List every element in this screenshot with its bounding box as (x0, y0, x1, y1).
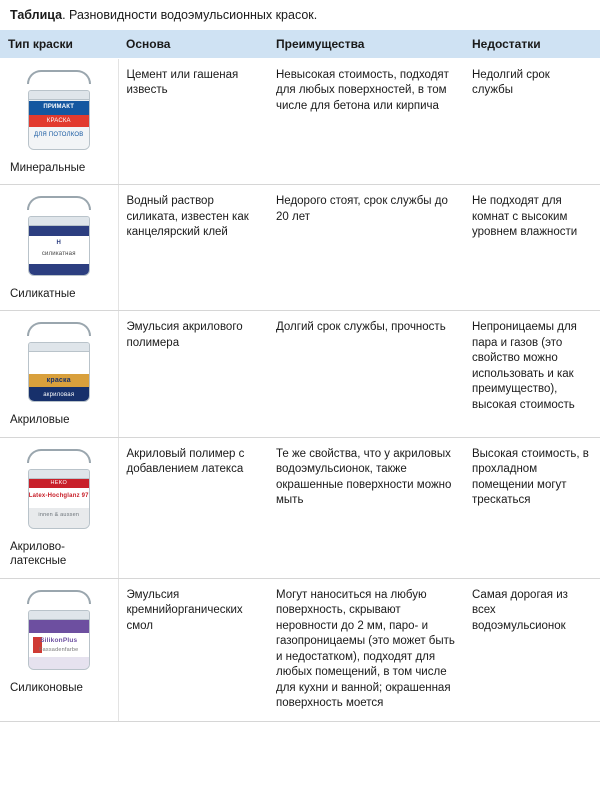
bucket-lid (28, 610, 90, 620)
bucket-lid (28, 342, 90, 352)
paint-bucket-icon (28, 469, 90, 529)
paint-type-label: Акрилово-латексные (10, 540, 67, 568)
table-row (0, 437, 600, 578)
bucket-label-line1: Н (56, 240, 62, 246)
bucket-handle-icon (27, 322, 91, 336)
paint-base-cell: Акриловый полимер с добавлением латекса (118, 437, 268, 578)
bucket-lid (28, 90, 90, 100)
paint-bucket-icon (28, 342, 90, 402)
bucket-handle-icon (27, 196, 91, 210)
bucket-label-line2: силикатная (41, 251, 76, 257)
paint-pros-cell: Невысокая стоимость, подходят для любых поверхностей, в том числе для бетона или кирпича (268, 58, 464, 184)
paint-type-cell (0, 437, 118, 578)
paint-base-cell: Эмульсия акрилового полимера (118, 311, 268, 437)
paint-type-label: Силиконовые (10, 681, 83, 694)
bucket-label-line1: ПРИМАКТ (43, 103, 75, 110)
bucket-handle-icon (27, 70, 91, 84)
table-row (0, 58, 600, 184)
column-header-base: Основа (118, 30, 268, 59)
paint-pros-cell: Могут наноситься на любую поверхность, скрывают неровности до 2 мм, паро- и газопроницаемы (это может быть и недостатком), подходят для любых помещений, в том числе для кухни и ванной; окрашенная поверхность моется (268, 578, 464, 721)
bucket-label-line2: Latex-Hochglanz 97 (28, 492, 89, 499)
table-row (0, 185, 600, 311)
table-row (0, 578, 600, 721)
bucket-handle-icon (27, 590, 91, 604)
table-caption (0, 0, 600, 30)
paint-pros-cell: Долгий срок службы, прочность (268, 311, 464, 437)
table-header-row (0, 30, 600, 59)
paint-bucket-icon (28, 90, 90, 150)
paint-pros-cell: Недорого стоят, срок службы до 20 лет (268, 185, 464, 311)
bucket-label-line2: КРАСКА (46, 117, 71, 124)
table-row (0, 311, 600, 437)
paint-base-cell: Водный раствор силиката, известен как канцелярский клей (118, 185, 268, 311)
column-header-cons: Недостатки (464, 30, 600, 59)
bucket-label-line2: Fassadenfarbe (39, 646, 79, 653)
bucket-label-line3: innen & aussen (38, 511, 80, 518)
bucket-label-line3: ДЛЯ ПОТОЛКОВ (34, 131, 84, 138)
paint-type-cell (0, 185, 118, 311)
paint-type-cell (0, 311, 118, 437)
bucket-label-line1: SilikonPlus (40, 636, 78, 644)
caption-text: . Разновидности водоэмульсионных красок. (62, 8, 318, 22)
mineral-paint-bucket-image (11, 70, 107, 156)
paint-type-cell (0, 58, 118, 184)
paint-cons-cell: Высокая стоимость, в прохладном помещении могут трескаться (464, 437, 600, 578)
paint-pros-cell: Те же свойства, что у акриловых водоэмульсионок, также окрашенные поверхности можно мыть (268, 437, 464, 578)
paint-type-cell (0, 578, 118, 721)
paint-cons-cell: Самая дорогая из всех водоэмульсионок (464, 578, 600, 721)
bucket-lid (28, 469, 90, 479)
paint-types-table (0, 30, 600, 722)
bucket-lid (28, 216, 90, 226)
paint-cons-cell: Недолгий срок службы (464, 58, 600, 184)
bucket-label-line1: HEKO (50, 479, 67, 486)
paint-type-label: Силикатные (10, 288, 76, 300)
paint-bucket-icon (28, 216, 90, 276)
paint-base-cell: Эмульсия кремнийорганических смол (118, 578, 268, 721)
silicone-paint-bucket-image (11, 590, 107, 676)
column-header-type: Тип краски (0, 30, 118, 59)
silicate-paint-bucket-image (11, 196, 107, 282)
bucket-label-line1: краска (46, 377, 71, 385)
paint-type-label: Минеральные (10, 161, 86, 174)
paint-cons-cell: Непроницаемы для пара и газов (это свойство можно использовать и как преимущество), высокая стоимость (464, 311, 600, 437)
caption-label: Таблица (10, 8, 63, 22)
paint-base-cell: Цемент или гашеная известь (118, 58, 268, 184)
column-header-pros: Преимущества (268, 30, 464, 59)
paint-cons-cell: Не подходят для комнат с высоким уровнем влажности (464, 185, 600, 311)
bucket-label-line2: акриловая (43, 392, 75, 399)
acrylic-paint-bucket-image (11, 322, 107, 408)
bucket-handle-icon (27, 449, 91, 463)
paint-bucket-icon (28, 610, 90, 670)
acrylic-latex-paint-bucket-image (11, 449, 107, 535)
paint-type-label: Акриловые (10, 414, 70, 427)
